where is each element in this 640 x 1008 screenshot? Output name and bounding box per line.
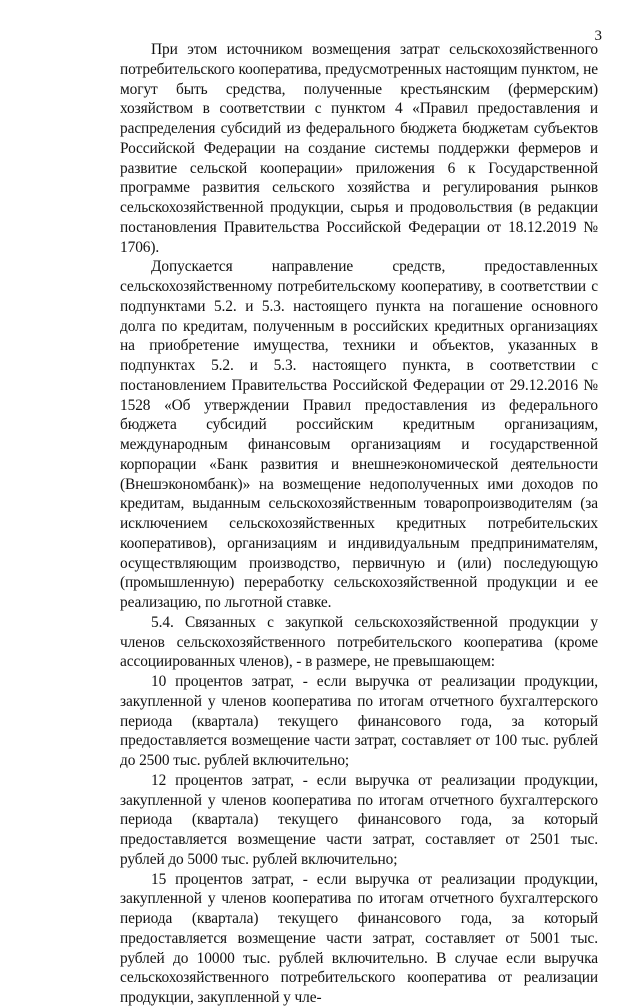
paragraph-rate-12-percent: 12 процентов затрат, - если выручка от реализации продукции, закупленной у членов кооператива по итогам отчетного бухгалтерского периода (квартала) текущего финансового года, за который предоставляется возмещение части затрат, составляет от 2501 тыс. рублей до 5000 тыс. рублей включительно; <box>120 771 598 868</box>
paragraph-loan-repayment: Допускается направление средств, предоставленных сельскохозяйственному потребительскому кооперативу, в соответствии с подпунктами 5.2. и 5.3. настоящего пункта на погашение основного долга по кредитам, полученным в российских кредитных организациях на приобретение имущества, техники и объектов, указанных в подпунктах 5.2. и 5.3. настоящего пункта, в соответствии с постановлением Правительства Российской Федерации от 29.12.2016 № 1528 «Об утверждении Правил предоставления из федерального бюджета субсидий российским кредитным организациям, международным финансовым организациям и государственной корпорации «Банк развития и внешнеэкономической деятельности (Внешэкономбанк)» на возмещение недополученных ими доходов по кредитам, выданным сельскохозяйственным товаропроизводителям (за исключением сельскохозяйственных кредитных потребительских кооперативов), организациям и индивидуальным предпринимателям, осуществляющим производство, первичную и (или) последующую (промышленную) переработку сельскохозяйственной продукции и ее реализацию, по льготной ставке. <box>120 258 598 611</box>
document-body <box>120 40 598 1008</box>
page-number: 3 <box>594 28 602 44</box>
paragraph-clause-5-4: 5.4. Связанных с закупкой сельскохозяйственной продукции у членов сельскохозяйственного потребительского кооператива (кроме ассоциированных членов), - в размере, не превышающем: <box>120 613 598 671</box>
paragraph-rate-10-percent: 10 процентов затрат, - если выручка от реализации продукции, закупленной у членов кооператива по итогам отчетного бухгалтерского периода (квартала) текущего финансового года, за который предоставляется возмещение части затрат, составляет от 100 тыс. рублей до 2500 тыс. рублей включительно; <box>120 673 598 769</box>
paragraph-rate-15-percent: 15 процентов затрат, - если выручка от реализации продукции, закупленной у членов кооператива по итогам отчетного бухгалтерского периода (квартала) текущего финансового года, за который предоставляется возмещение части затрат, составляет от 5001 тыс. рублей до 10000 тыс. рублей включительно. В случае если выручка сельскохозяйственного потребительского кооператива от реализации продукции, закупленной у чле- <box>120 870 598 1006</box>
paragraph-funding-source: При этом источником возмещения затрат сельскохозяйственного потребительского кооператива, предусмотренных настоящим пунктом, не могут быть средства, полученные крестьянским (фермерским) хозяйством в соответствии с пунктом 4 «Правил предоставления и распределения субсидий из федерального бюджета бюджетам субъектов Российской Федерации на создание системы поддержки фермеров и развитие сельской кооперации» приложения 6 к Государственной программе развития сельского хозяйства и регулирования рынков сельскохозяйственной продукции, сырья и продовольствия (в редакции постановления Правительства Российской Федерации от 18.12.2019 № 1706). <box>120 41 598 256</box>
